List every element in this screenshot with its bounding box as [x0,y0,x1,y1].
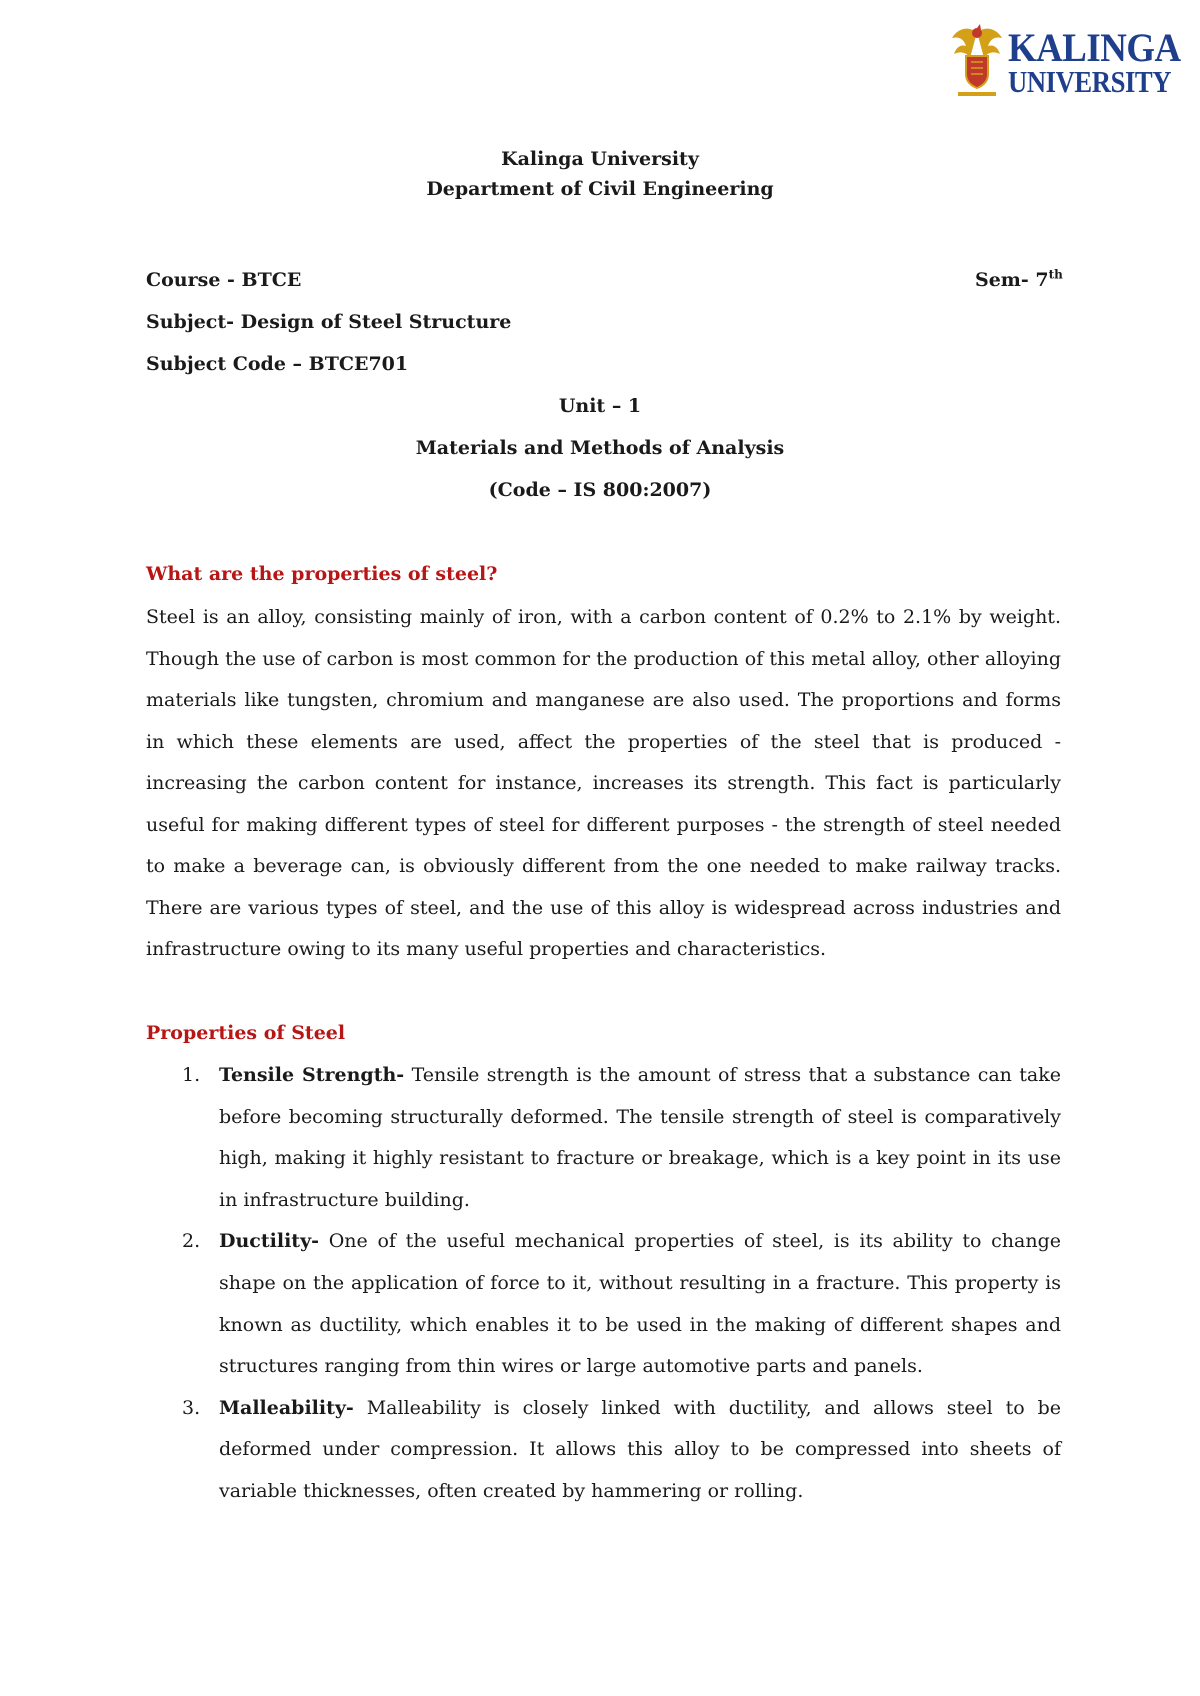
subject-label: Subject- Design of Steel Structure [146,311,512,333]
logo-wordmark-kalinga: KALINGA [1008,25,1181,70]
list-item-term: Tensile Strength- [219,1064,405,1086]
list-item [146,1055,1061,1221]
list-item [146,1221,1061,1387]
unit-number: Unit – 1 [558,395,642,417]
logo-wordmark-university: UNIVERSITY [1008,64,1172,99]
list-item-term: Malleability- [219,1396,354,1419]
section-heading-properties-of-steel: Properties of Steel [146,1022,346,1044]
subject-code-label: Subject Code – BTCE701 [146,353,409,375]
list-item-number: 3. [182,1396,201,1419]
university-logo [950,22,1181,100]
semester-label [975,269,1063,291]
steel-intro-paragraph [146,597,1061,971]
university-name: Kalinga University [501,148,699,170]
university-emblem-icon [950,22,1004,100]
unit-title: Materials and Methods of Analysis [415,437,785,459]
list-item-number: 2. [182,1230,201,1253]
list-item [146,1388,1061,1513]
section-heading-properties-question: What are the properties of steel? [146,563,498,585]
course-label: Course - BTCE [146,269,302,291]
properties-list [146,1055,1061,1513]
department-name: Department of Civil Engineering [426,178,774,200]
list-item-number: 1. [182,1064,201,1086]
unit-code: (Code – IS 800:2007) [488,479,712,501]
steel-intro-text: Steel is an alloy, consisting mainly of iron, with a carbon content of 0.2% to 2.1% by weight. Though the use of carbon is most common for the production of this metal alloy, other alloying materials like tungsten, chromium and manganese are also used. The proportions and forms in which these elements are used, affect the properties of the steel that is produced - increasing the carbon content for instance, increases its strength. This fact is particularly useful for making different types of steel for different purposes - the strength of steel needed to make a beverage can, is obviously different from the one needed to make railway tracks. There are various types of steel, and the use of this alloy is widespread across industries and infrastructure owing to its many useful properties and characteristics. [146,606,1061,960]
semester-suffix: th [1048,267,1063,282]
list-item-term: Ductility- [219,1230,319,1253]
list-item-text: Malleability is closely linked with ductility, and allows steel to be deformed under compression. It allows this alloy to be compressed into sheets of variable thicknesses, often created by hammering or rolling. [219,1396,1061,1502]
list-item-text: One of the useful mechanical properties of steel, is its ability to change shape on the application of force to it, without resulting in a fracture. This property is known as ductility, which enables it to be used in the making of different shapes and structures ranging from thin wires or large automotive parts and panels. [219,1230,1061,1378]
list-item-text: Tensile strength is the amount of stress that a substance can take before becoming structurally deformed. The tensile strength of steel is comparatively high, making it highly resistant to fracture or breakage, which is a key point in its use in infrastructure building. [219,1064,1061,1211]
semester-text: Sem- 7 [975,269,1049,291]
